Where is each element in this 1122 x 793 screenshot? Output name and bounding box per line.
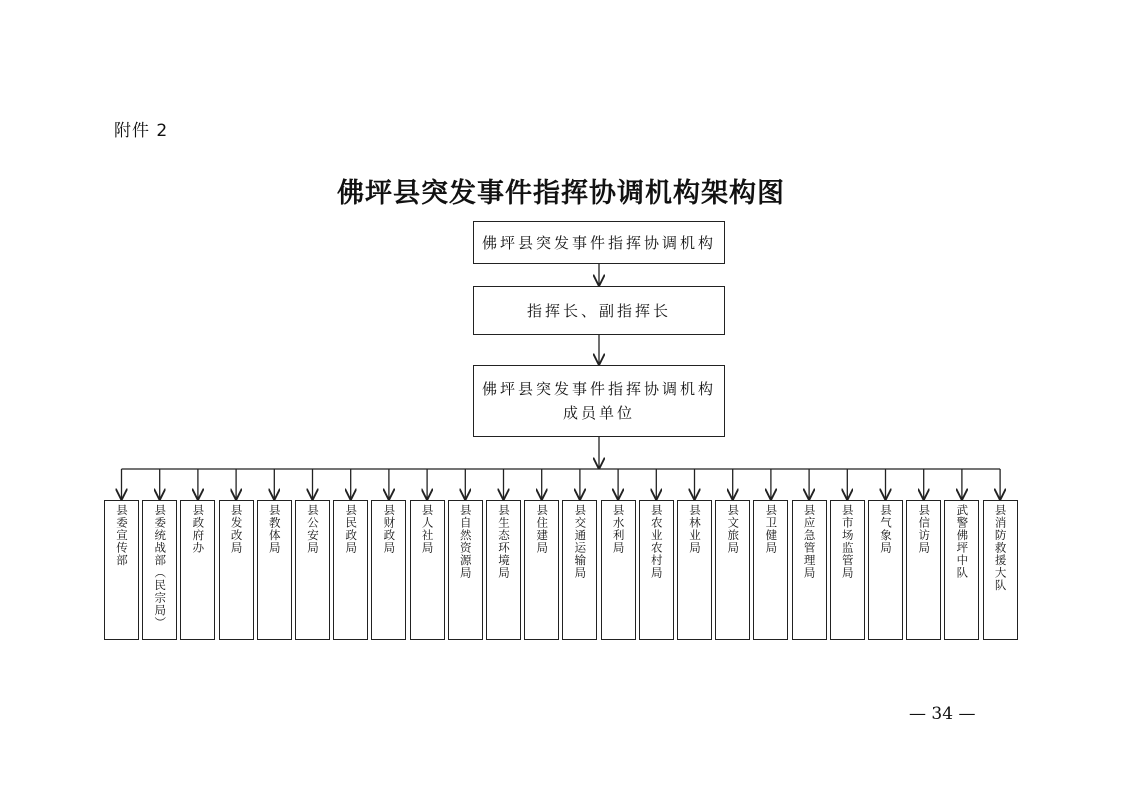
member-units-box [473,365,725,437]
unit-box [410,500,445,640]
unit-label: 县农业农村局 [649,504,664,579]
unit-label: 县财政局 [382,504,397,554]
unit-label: 县市场监管局 [840,504,855,579]
unit-label: 县政府办 [191,504,206,554]
unit-label: 县信访局 [917,504,932,554]
unit-label: 武警佛坪中队 [955,504,970,579]
unit-label: 县卫健局 [764,504,779,554]
unit-label: 县文旅局 [726,504,741,554]
unit-label: 县应急管理局 [802,504,817,579]
unit-box [868,500,903,640]
unit-label: 县自然资源局 [458,504,473,579]
unit-box [371,500,406,640]
diagram-title: 佛坪县突发事件指挥协调机构架构图 [337,178,785,209]
attachment-label: 附件 2 [114,121,169,141]
unit-box [257,500,292,640]
unit-label: 县林业局 [688,504,702,554]
unit-box [448,500,483,640]
unit-box [524,500,559,640]
unit-label: 县气象局 [879,504,893,554]
command-agency-label: 佛坪县突发事件指挥协调机构 [481,233,716,252]
unit-label: 县委宣传部 [115,504,129,567]
member-units-label-line1: 佛坪县突发事件指挥协调机构 [481,380,716,398]
unit-box [715,500,750,640]
unit-label: 县发改局 [229,504,244,554]
unit-label: 县公安局 [306,504,320,554]
unit-box [830,500,865,640]
unit-label: 县生态环境局 [497,504,511,579]
commander-box [473,286,725,335]
unit-box [486,500,521,640]
unit-box [906,500,941,640]
unit-label: 县委统战部（民宗局） [153,504,168,629]
unit-box [562,500,597,640]
unit-box [104,500,139,640]
unit-label: 县民政局 [344,504,359,554]
unit-label: 县水利局 [611,504,626,554]
unit-box [944,500,979,640]
unit-box [295,500,330,640]
unit-label: 县人社局 [420,504,435,554]
unit-box [983,500,1018,640]
unit-drop-arrows [122,469,1001,499]
page-number: — 34 — [909,704,976,724]
unit-box [333,500,368,640]
command-agency-box [473,221,725,264]
unit-box [219,500,254,640]
unit-label: 县住建局 [535,504,550,554]
unit-label: 县交通运输局 [573,504,588,579]
unit-box [792,500,827,640]
unit-box [601,500,636,640]
member-units-label-line2: 成员单位 [562,404,635,422]
unit-box [180,500,215,640]
unit-box [142,500,177,640]
unit-box [677,500,712,640]
unit-box [753,500,788,640]
commander-label: 指挥长、副指挥长 [526,301,671,320]
unit-label: 县消防救援大队 [993,504,1008,592]
unit-box [639,500,674,640]
unit-label: 县教体局 [267,504,282,554]
